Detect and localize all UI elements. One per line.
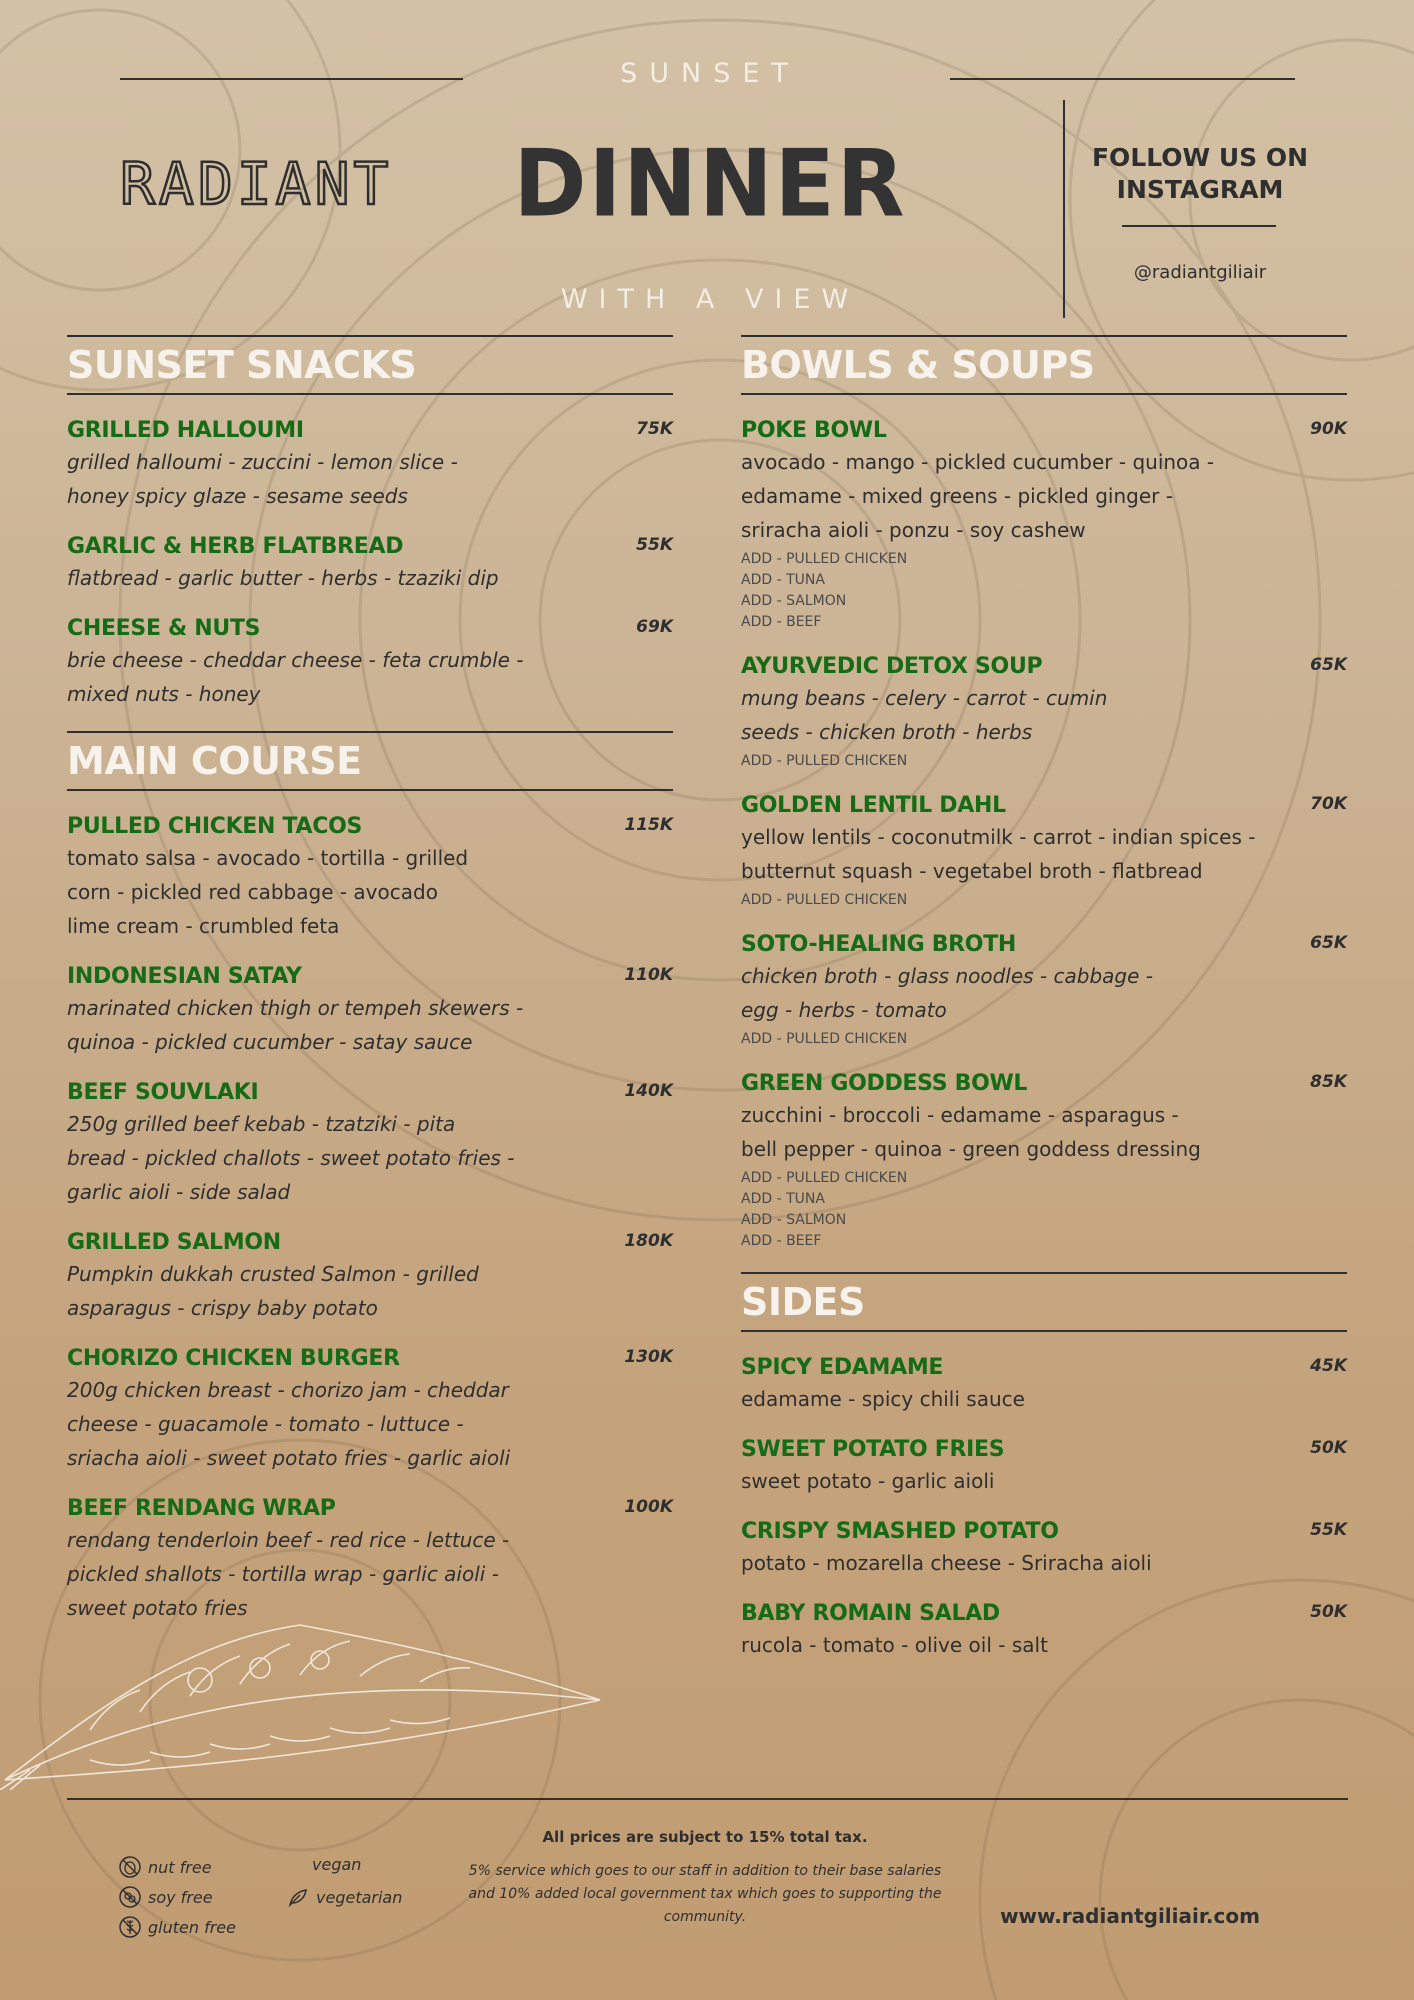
tax-note-line: community. [663, 1909, 747, 1925]
description-line: corn - pickled red cabbage - avocado [67, 880, 438, 904]
description-line: honey spicy glaze - sesame seeds [67, 484, 408, 508]
header-sunset-word: SUNSET [620, 58, 800, 89]
svg-text:RADIANT: RADIANT [120, 150, 393, 218]
legend-label: vegetarian [316, 1887, 403, 1907]
description-line: mixed nuts - honey [67, 682, 261, 706]
description-line: Pumpkin dukkah crusted Salmon - grilled [67, 1262, 479, 1286]
page-title: DINNER [513, 129, 907, 238]
addon-option: ADD - PULLED CHICKEN [741, 892, 908, 908]
header-subtitle: WITH A VIEW [560, 284, 860, 315]
menu-item-name: CHORIZO CHICKEN BURGER [67, 1346, 400, 1371]
menu-item [67, 533, 673, 595]
menu-item-description [741, 445, 1347, 547]
legend-label: gluten free [148, 1917, 236, 1937]
addon-option: ADD - TUNA [741, 1191, 825, 1207]
radiant-logo [120, 148, 420, 218]
menu-item-price: 90K [1310, 419, 1347, 439]
menu-item [741, 1436, 1347, 1498]
left-menu-column [67, 335, 673, 1645]
description-line: marinated chicken thigh or tempeh skewers - [67, 996, 524, 1020]
menu-section [741, 335, 1347, 1252]
tax-note-line: and 10% added local government tax which goes to supporting the [468, 1886, 942, 1902]
description-line: chicken broth - glass noodles - cabbage - [741, 964, 1153, 988]
menu-item-description [67, 561, 673, 595]
menu-item-price: 55K [1310, 1520, 1347, 1540]
menu-item-price: 130K [624, 1347, 673, 1367]
description-line: grilled halloumi - zuccini - lemon slice - [67, 450, 458, 474]
description-line: flatbread - garlic butter - herbs - tzaziki dip [67, 566, 499, 590]
menu-item-price: 69K [636, 617, 673, 637]
menu-section [67, 335, 673, 711]
feather-illustration [0, 1620, 610, 1790]
menu-item-name: BABY ROMAIN SALAD [741, 1601, 1000, 1626]
description-line: rendang tenderloin beef - red rice - lettuce - [67, 1528, 510, 1552]
legend-label: soy free [148, 1887, 213, 1907]
section-rule-bottom [67, 393, 673, 395]
menu-item-price: 65K [1310, 655, 1347, 675]
menu-item [67, 963, 673, 1059]
menu-item [741, 653, 1347, 772]
menu-item-name: GARLIC & HERB FLATBREAD [67, 534, 404, 559]
addon-list [741, 751, 1347, 772]
footer-rule [67, 1798, 1348, 1800]
menu-item-description [67, 1257, 673, 1325]
addon-list [741, 890, 1347, 911]
menu-item-description [67, 1373, 673, 1475]
menu-item-description [741, 820, 1347, 888]
addon-list [741, 549, 1347, 633]
menu-section [741, 1272, 1347, 1662]
section-rule-bottom [741, 393, 1347, 395]
leaf-icon [286, 1885, 310, 1909]
menu-item-name: AYURVEDIC DETOX SOUP [741, 654, 1043, 679]
menu-item-price: 140K [624, 1081, 673, 1101]
menu-item-description [67, 445, 673, 513]
legend-item [312, 1855, 361, 1874]
menu-item-name: GREEN GODDESS BOWL [741, 1071, 1028, 1096]
description-line: butternut squash - vegetabel broth - flatbread [741, 859, 1203, 883]
menu-item-name: BEEF RENDANG WRAP [67, 1496, 336, 1521]
legend-item [118, 1855, 212, 1879]
section-rule-bottom [741, 1330, 1347, 1332]
legend-item [286, 1885, 402, 1909]
tax-note-line: 5% service which goes to our staff in addition to their base salaries [468, 1863, 942, 1879]
section-title: SUNSET SNACKS [67, 343, 417, 387]
menu-item-description [67, 991, 673, 1059]
menu-item-description [741, 1382, 1347, 1416]
menu-item-description [741, 1546, 1347, 1580]
instagram-handle: @radiantgiliair [1133, 262, 1267, 283]
menu-item [741, 1518, 1347, 1580]
menu-item-name: GOLDEN LENTIL DAHL [741, 793, 1006, 818]
menu-section [67, 731, 673, 1625]
description-line: brie cheese - cheddar cheese - feta crumble - [67, 648, 524, 672]
legend-item [118, 1885, 213, 1909]
description-line: zucchini - broccoli - edamame - asparagus - [741, 1103, 1179, 1127]
legend-label: vegan [312, 1855, 362, 1874]
menu-item [741, 1600, 1347, 1662]
menu-item-price: 50K [1310, 1438, 1347, 1458]
menu-item-price: 75K [636, 419, 673, 439]
menu-item [67, 417, 673, 513]
menu-item-description [67, 643, 673, 711]
description-line: 250g grilled beef kebab - tzatziki - pita [67, 1112, 456, 1136]
menu-item-price: 55K [636, 535, 673, 555]
addon-option: ADD - TUNA [741, 572, 825, 588]
description-line: egg - herbs - tomato [741, 998, 947, 1022]
addon-option: ADD - BEEF [741, 1233, 822, 1249]
menu-item-description [741, 681, 1347, 749]
menu-item-price: 110K [624, 965, 673, 985]
menu-item [67, 1345, 673, 1475]
menu-item-name: GRILLED SALMON [67, 1230, 281, 1255]
menu-item [67, 1229, 673, 1325]
menu-item-price: 100K [624, 1497, 673, 1517]
menu-item [67, 813, 673, 943]
right-menu-column [741, 335, 1347, 1682]
menu-item-description [741, 959, 1347, 1027]
addon-option: ADD - PULLED CHICKEN [741, 551, 908, 567]
menu-item-description [741, 1464, 1347, 1498]
addon-option: ADD - PULLED CHICKEN [741, 753, 908, 769]
menu-item-price: 50K [1310, 1602, 1347, 1622]
addon-option: ADD - SALMON [741, 1212, 847, 1228]
menu-item [741, 792, 1347, 911]
description-line: avocado - mango - pickled cucumber - quinoa - [741, 450, 1215, 474]
gluten-free-icon [118, 1915, 142, 1939]
menu-item-name: CRISPY SMASHED POTATO [741, 1519, 1059, 1544]
description-line: 200g chicken breast - chorizo jam - cheddar [67, 1378, 509, 1402]
menu-item-description [67, 1523, 673, 1625]
instagram-divider [1122, 225, 1276, 227]
description-line: sweet potato fries [67, 1596, 248, 1620]
menu-item-name: PULLED CHICKEN TACOS [67, 814, 363, 839]
instagram-follow-text: FOLLOW US ON INSTAGRAM [1091, 143, 1308, 204]
header-vertical-divider [1063, 100, 1065, 318]
menu-item-price: 65K [1310, 933, 1347, 953]
description-line: edamame - mixed greens - pickled ginger - [741, 484, 1173, 508]
description-line: tomato salsa - avocado - tortilla - grilled [67, 846, 469, 870]
menu-item-description [741, 1098, 1347, 1166]
tax-explanation [430, 1860, 980, 1929]
menu-item-price: 115K [624, 815, 673, 835]
addon-list [741, 1168, 1347, 1252]
menu-item-price: 70K [1310, 794, 1347, 814]
menu-item-name: SOTO-HEALING BROTH [741, 932, 1017, 957]
menu-item-description [67, 1107, 673, 1209]
menu-item [67, 1079, 673, 1209]
addon-list [741, 1029, 1347, 1050]
menu-item [67, 1495, 673, 1625]
menu-item [67, 615, 673, 711]
tax-notice: All prices are subject to 15% total tax. [542, 1828, 868, 1846]
menu-item-description [67, 841, 673, 943]
menu-item-name: INDONESIAN SATAY [67, 964, 302, 989]
description-line: mung beans - celery - carrot - cumin [741, 686, 1108, 710]
header-rule-left [120, 78, 463, 80]
description-line: quinoa - pickled cucumber - satay sauce [67, 1030, 473, 1054]
addon-option: ADD - PULLED CHICKEN [741, 1170, 908, 1186]
description-line: pickled shallots - tortilla wrap - garlic aioli - [67, 1562, 499, 1586]
header-rule-right [950, 78, 1295, 80]
description-line: garlic aioli - side salad [67, 1180, 291, 1204]
menu-item-price: 45K [1310, 1356, 1347, 1376]
section-title: SIDES [741, 1280, 865, 1324]
description-line: sweet potato - garlic aioli [741, 1469, 995, 1493]
menu-item [741, 931, 1347, 1050]
nut-free-icon [118, 1855, 142, 1879]
legend-label: nut free [148, 1857, 212, 1877]
menu-item-price: 180K [624, 1231, 673, 1251]
menu-item-name: SWEET POTATO FRIES [741, 1437, 1005, 1462]
menu-item-name: GRILLED HALLOUMI [67, 418, 304, 443]
menu-item [741, 1070, 1347, 1252]
description-line: yellow lentils - coconutmilk - carrot - indian spices - [741, 825, 1256, 849]
menu-item [741, 417, 1347, 633]
legend-item [118, 1915, 236, 1939]
addon-option: ADD - SALMON [741, 593, 847, 609]
description-line: bell pepper - quinoa - green goddess dressing [741, 1137, 1201, 1161]
section-title: BOWLS & SOUPS [741, 343, 1095, 387]
description-line: bread - pickled challots - sweet potato fries - [67, 1146, 515, 1170]
description-line: edamame - spicy chili sauce [741, 1387, 1025, 1411]
addon-option: ADD - BEEF [741, 614, 822, 630]
soy-free-icon [118, 1885, 142, 1909]
description-line: sriacha aioli - sweet potato fries - garlic aioli [67, 1446, 511, 1470]
menu-item-name: CHEESE & NUTS [67, 616, 261, 641]
description-line: sriracha aioli - ponzu - soy cashew [741, 518, 1086, 542]
menu-item-description [741, 1628, 1347, 1662]
section-title: MAIN COURSE [67, 739, 362, 783]
description-line: seeds - chicken broth - herbs [741, 720, 1033, 744]
menu-item-price: 85K [1310, 1072, 1347, 1092]
addon-option: ADD - PULLED CHICKEN [741, 1031, 908, 1047]
description-line: cheese - guacamole - tomato - luttuce - [67, 1412, 464, 1436]
menu-item-name: SPICY EDAMAME [741, 1355, 944, 1380]
menu-item-name: BEEF SOUVLAKI [67, 1080, 259, 1105]
menu-item [741, 1354, 1347, 1416]
website-url[interactable]: www.radiantgiliair.com [1000, 1904, 1260, 1928]
description-line: potato - mozarella cheese - Sriracha aioli [741, 1551, 1152, 1575]
description-line: rucola - tomato - olive oil - salt [741, 1633, 1048, 1657]
description-line: lime cream - crumbled feta [67, 914, 340, 938]
menu-item-name: POKE BOWL [741, 418, 887, 443]
description-line: asparagus - crispy baby potato [67, 1296, 378, 1320]
section-rule-bottom [67, 789, 673, 791]
